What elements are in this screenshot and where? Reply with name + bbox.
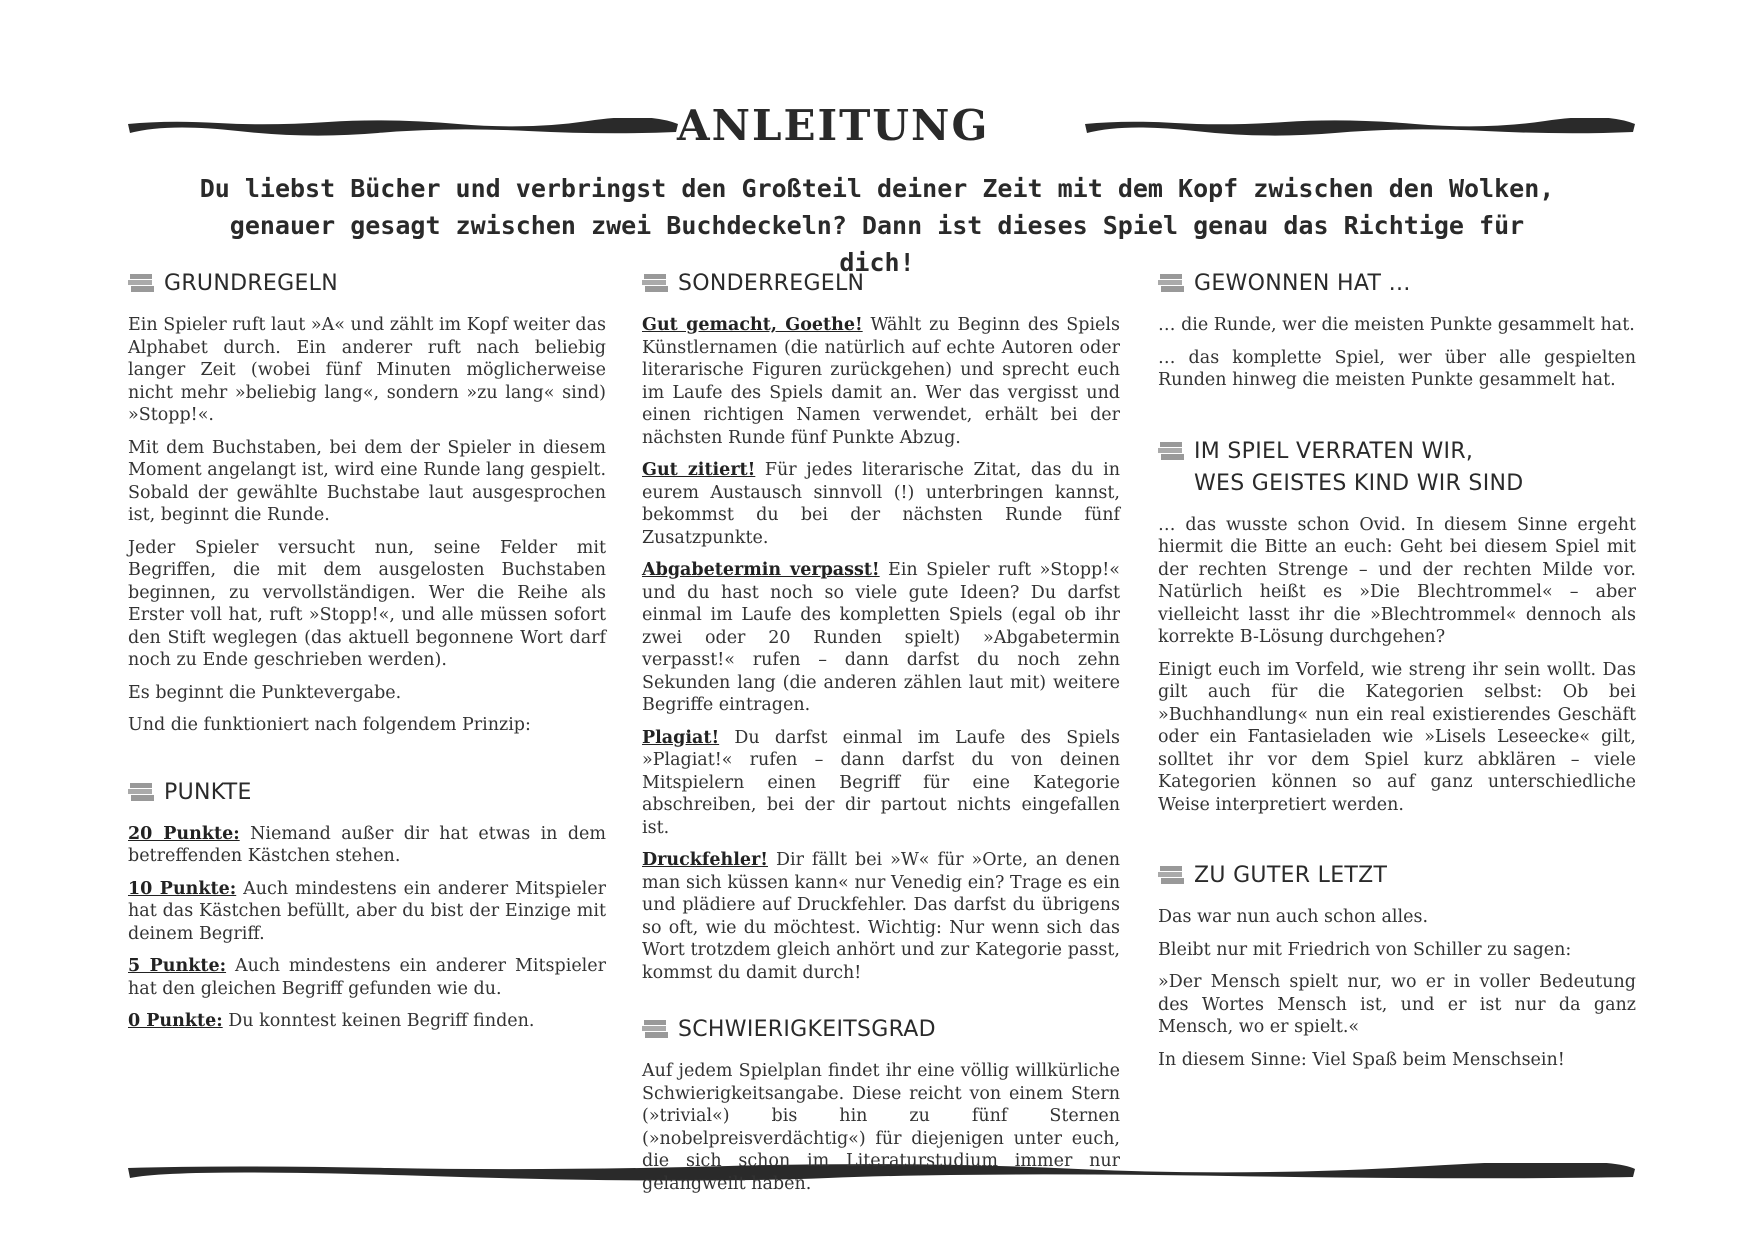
paragraph: … das komplette Spiel, wer über alle gespielten Runden hinweg die meisten Punkte gesammelt hat. — [1158, 347, 1636, 390]
rule-lead: 5 Punkte: — [128, 956, 227, 976]
section-title-line: WES GEISTES KIND WIR SIND — [1194, 470, 1524, 496]
paragraph: Jeder Spieler versucht nun, seine Felder mit Begriffen, die mit dem ausgelosten Buchstaben beginnen, zu vervollständigen. Wer die Reihe als Erster voll hat, ruft »Stopp!«, und alle müssen sofort den Stift weglegen (das aktuell begonnene Wort darf noch zu Ende geschrieben werden). — [128, 537, 606, 670]
rule-text: Auch mindestens ein anderer Mitspieler hat den gleichen Begriff gefunden wie du. — [128, 956, 606, 999]
rule-text: Du darfst einmal im Laufe des Spiels »Plagiat!« rufen – dann darfst du von deinen Mitspielern einen Begriff für eine Kategorie abschreiben, bei der dir partout nichts eingefallen ist. — [642, 727, 1120, 838]
section-heading — [128, 268, 606, 300]
rule-text: Wählt zu Beginn des Spiels Künstlernamen (die natürlich auf echte Autoren oder literarische Figuren zurückgehen) und sprecht euch im Laufe des Spiels damit an. Wer das vergisst und einen richtigen Namen verwendet, erhält bei der nächsten Runde fünf Punkte Abzug. — [642, 315, 1120, 448]
rule-lead: Druckfehler! — [642, 850, 768, 870]
section-schwierigkeitsgrad — [642, 1014, 1120, 1195]
book-stack-icon — [1158, 440, 1186, 462]
paragraph: Ein Spieler ruft laut »A« und zählt im Kopf weiter das Alphabet durch. Ein anderer ruft nach beliebig langer Zeit (wobei fünf Minuten möglicherweise nicht mehr »beliebig lang«, sondern »zu lang« sind) »Stopp!«. — [128, 315, 606, 425]
rule-text: Dir fällt bei »W« für »Orte, an denen man sich küssen kann« nur Venedig ein? Trage es ein und plädiere auf Druckfehler. Das darfst du übrigens so oft, wie du möchtest. Wichtig: Nur wenn sich das Wort trotzdem gleich anhört und zur Kategorie passt, kommst du damit durch! — [642, 850, 1120, 983]
special-rule — [642, 314, 1120, 449]
paragraph: Mit dem Buchstaben, bei dem der Spieler in diesem Moment angelangt ist, wird eine Runde lang gespielt. Sobald der gewählte Buchstabe laut ausgesprochen ist, beginnt die Runde. — [128, 437, 607, 525]
brush-stroke-top-left — [128, 118, 678, 136]
brush-stroke-top-right — [1085, 118, 1635, 136]
paragraph: Einigt euch im Vorfeld, wie streng ihr sein wollt. Das gilt auch für die Kategorien selbst: Ob bei »Buchhandlung« nun ein real existierendes Geschäft oder ein Fantasieladen wie »Lisels Leseecke« gilt, solltet ihr vor dem Spiel kurz abklären – viele Kategorien können so auf ganz unterschiedliche Weise interpretiert werden. — [1158, 659, 1636, 815]
rule-lead: 10 Punkte: — [128, 878, 237, 899]
section-title: ZU GUTER LETZT — [1194, 863, 1388, 888]
column-2 — [642, 268, 1120, 1225]
page-title: ANLEITUNG — [677, 101, 990, 150]
section-title: GEWONNEN HAT … — [1194, 271, 1411, 296]
section-punkte — [128, 777, 606, 1033]
section-title: SCHWIERIGKEITSGRAD — [678, 1017, 936, 1042]
points-rule — [128, 823, 606, 868]
rule-text: Ein Spieler ruft »Stopp!« und du hast noch so viele gute Ideen? Du darfst einmal im Laufe des kompletten Spiels (egal ob ihr zwei oder 20 Runden spielt) »Abgabetermin verpasst!« rufen – dann darfst du noch zehn Sekunden lang (die anderen zählen laut mit) weitere Begriffe eintragen. — [642, 560, 1120, 715]
rule-lead: Abgabetermin verpasst! — [642, 560, 880, 580]
section-heading — [642, 1014, 1120, 1046]
section-title: PUNKTE — [164, 779, 252, 805]
rule-lead: Gut zitiert! — [642, 460, 756, 480]
paragraph: Es beginnt die Punktevergabe. — [128, 682, 402, 703]
section-verraten — [1158, 436, 1636, 817]
rule-text: Du konntest keinen Begriff finden. — [222, 1011, 535, 1031]
section-title: SONDERREGELN — [678, 271, 865, 296]
section-zu-guter-letzt — [1158, 860, 1636, 1071]
paragraph: Auf jedem Spielplan findet ihr eine völlig willkürliche Schwierigkeitsangabe. Diese reicht von einem Stern (»trivial«) bis hin zu fünf Sternen (»nobelpreisverdächtig«) für diejenigen unter euch, die sich schon im Literaturstudium immer nur gelangweilt haben. — [642, 1061, 1120, 1194]
section-heading — [1158, 268, 1636, 300]
points-rule — [128, 955, 606, 1000]
section-gewonnen — [1158, 268, 1636, 392]
book-stack-icon — [642, 272, 670, 294]
book-stack-icon — [1158, 864, 1186, 886]
special-rule — [642, 727, 1120, 840]
book-stack-icon — [1158, 272, 1186, 294]
section-title — [1194, 436, 1524, 500]
special-rule — [642, 849, 1120, 984]
section-heading — [1158, 436, 1636, 500]
rule-lead: 20 Punkte: — [128, 823, 240, 844]
section-heading — [1158, 860, 1636, 892]
column-1 — [128, 268, 606, 1063]
paragraph: Bleibt nur mit Friedrich von Schiller zu sagen: — [1158, 939, 1572, 960]
points-rule — [128, 1010, 606, 1033]
paragraph: … das wusste schon Ovid. In diesem Sinne ergeht hiermit die Bitte an euch: Geht bei diesem Spiel mit der rechten Strenge – und der rechten Milde vor. Natürlich heißt es »Die Blechtrommel« – aber vielleicht lasst ihr die »Blechtrommel« dennoch als korrekte B-Lösung durchgehen? — [1158, 514, 1636, 647]
paragraph: … die Runde, wer die meisten Punkte gesammelt hat. — [1158, 315, 1635, 335]
rule-text: Auch mindestens ein anderer Mitspieler hat das Kästchen befüllt, aber du bist der Einzige mit deinem Begriff. — [128, 878, 607, 944]
paragraph: Und die funktioniert nach folgendem Prinzip: — [128, 715, 531, 735]
intro-text: Du liebst Bücher und verbringst den Großteil deiner Zeit mit dem Kopf zwischen den Wolken, genauer gesagt zwischen zwei Buchdeckeln? Dann ist dieses Spiel genau das Richtige für dich! — [199, 174, 1555, 277]
section-heading — [128, 777, 606, 809]
rule-lead: Plagiat! — [642, 727, 720, 748]
book-stack-icon — [642, 1018, 670, 1040]
book-stack-icon — [128, 272, 156, 294]
rule-text: Für jedes literarische Zitat, das du in eurem Austausch sinnvoll (!) unterbringen kannst, bekommst du bei der nächsten Runde fünf Zusatzpunkte. — [642, 460, 1121, 548]
rule-lead: Gut gemacht, Goethe! — [642, 315, 863, 335]
section-grundregeln — [128, 268, 606, 737]
column-3 — [1158, 268, 1636, 1101]
quote: »Der Mensch spielt nur, wo er in voller Bedeutung des Wortes Mensch ist, und er ist nur da ganz Mensch, wo er spielt.« — [1158, 972, 1636, 1037]
points-rule — [128, 878, 606, 946]
rule-lead: 0 Punkte: — [128, 1011, 223, 1031]
book-stack-icon — [128, 781, 156, 803]
section-heading — [642, 268, 1120, 300]
special-rule — [642, 559, 1120, 717]
section-sonderregeln — [642, 268, 1120, 984]
rule-text: Niemand außer dir hat etwas in dem betreffenden Kästchen stehen. — [128, 823, 606, 866]
special-rule — [642, 459, 1120, 549]
section-title-line: IM SPIEL VERRATEN WIR, — [1194, 438, 1474, 464]
paragraph: Das war nun auch schon alles. — [1158, 907, 1429, 927]
section-title: GRUNDREGELN — [164, 271, 338, 296]
paragraph: In diesem Sinne: Viel Spaß beim Menschsein! — [1158, 1049, 1565, 1070]
